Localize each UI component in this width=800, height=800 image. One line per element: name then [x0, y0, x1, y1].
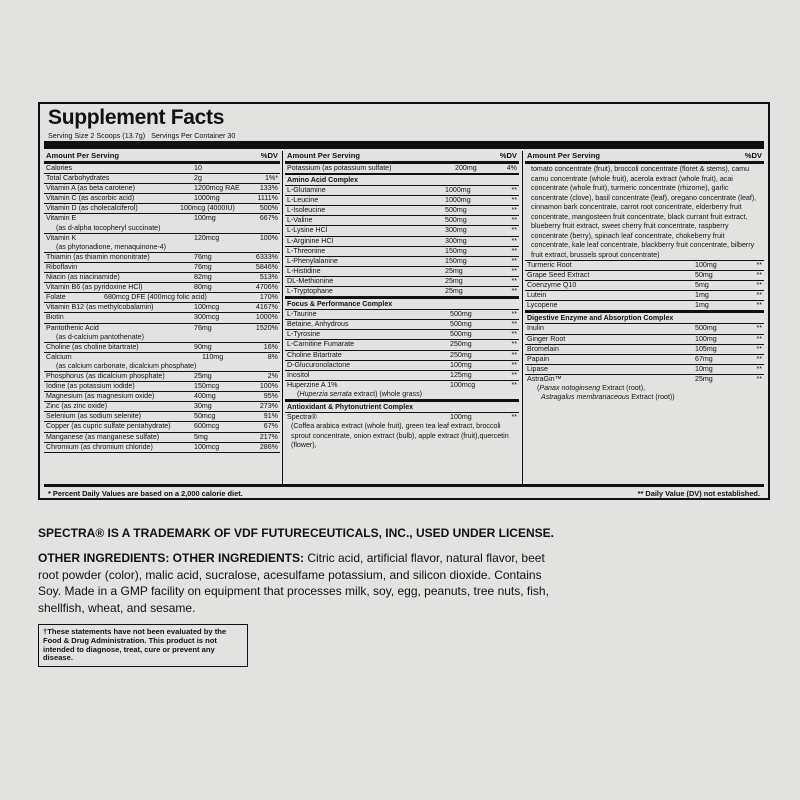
nutrient-name: L-Leucine: [287, 196, 319, 205]
nutrient-dv: **: [511, 287, 517, 296]
nutrient-list: [44, 164, 280, 453]
nutrient-source: (as phytonadione, menaquinone-4): [56, 242, 167, 251]
nutrient-amount: 300mg: [445, 226, 467, 235]
nutrient-amount: 300mg: [445, 236, 467, 245]
nutrient-name: Potassium (as potassium sulfate): [287, 164, 392, 172]
nutrient-amount: 1mg: [695, 301, 709, 310]
column-header: [44, 151, 280, 164]
nutrient-amount: 500mg: [695, 324, 717, 333]
nutrient-dv: **: [756, 364, 762, 373]
nutrient-subline: (Panax notoginseng Extract (root),: [537, 384, 646, 393]
nutrient-dv: 16%: [263, 342, 278, 351]
nutrient-amount: 1200mcg RAE: [194, 184, 240, 193]
serving-info: Serving Size 2 Scoops (13.7g) Servings Per Container 30: [48, 131, 236, 140]
nutrient-amount: 67mg: [695, 354, 713, 363]
nutrient-amount: 10mg: [695, 364, 713, 373]
nutrient-dv: 4%: [506, 164, 517, 172]
column-divider: [522, 151, 523, 487]
nutrient-dv: 217%: [259, 432, 278, 441]
header-dv: %DV: [744, 151, 762, 160]
nutrient-amount: 110mg: [202, 352, 224, 361]
nutrient-row: [44, 263, 280, 273]
nutrient-amount: 200mg: [455, 164, 477, 172]
nutrient-amount: 25mg: [445, 266, 463, 275]
supplement-facts-panel: [38, 102, 770, 500]
nutrient-amount: 5mg: [194, 432, 208, 441]
nutrient-amount: 150mcg: [194, 382, 220, 391]
nutrient-row: [44, 324, 280, 343]
nutrient-amount: 1000mg: [445, 186, 471, 195]
nutrient-row: [285, 310, 519, 320]
nutrient-row: [525, 365, 764, 375]
nutrient-row: [44, 412, 280, 422]
nutrient-dv: **: [511, 186, 517, 195]
nutrient-name: Iodine (as potassium iodide): [46, 382, 135, 391]
nutrient-amount: 50mg: [695, 271, 713, 280]
nutrient-row: [285, 226, 519, 236]
nutrient-name: Biotin: [46, 313, 64, 322]
nutrient-name: Vitamin K: [46, 233, 77, 242]
spectra-continued: tomato concentrate (fruit), broccoli concentrate (floret & stems), camu camu concentrate (whole fruit), acerola extract (whole fruit), acai concentrate (whole fruit), turmeric concentrate (rhizome), garlic concentrate (clove), basil concentrate (leaf), oregano concentrate (leaf), cinnamon bark concentrate, carrot root concentrate, elderberry fruit concentrate, mangosteen fruit concentrate, black currant fruit extract, blueberry fruit extract, sweet cherry fruit concentrate, raspberry concentrate (berry), spinach leaf concentrate, chokeberry fruit concentrate, kale leaf concentrate, blackberry fruit concentrate, bilberry fruit extract, brussels sprout concentrate): [525, 164, 764, 261]
nutrient-name: Copper (as cupric sulfate pentahydrate): [46, 422, 171, 431]
nutrient-amount: 500mg: [445, 216, 467, 225]
nutrient-amount: 100mg: [450, 360, 472, 369]
nutrient-name: Inositol: [287, 370, 310, 379]
nutrient-row: [525, 324, 764, 334]
nutrient-dv: **: [511, 370, 517, 379]
nutrient-row: [525, 355, 764, 365]
nutrient-row: [525, 301, 764, 311]
nutrient-row: [44, 392, 280, 402]
nutrient-name: Thiamin (as thiamin mononitrate): [46, 252, 150, 261]
nutrient-amount: 50mcg: [194, 412, 216, 421]
nutrient-dv: 4706%: [255, 283, 278, 292]
nutrient-dv: **: [511, 276, 517, 285]
nutrient-amount: 90mg: [194, 342, 212, 351]
section-title: Focus & Performance Complex: [285, 297, 519, 310]
nutrient-dv: 667%: [259, 214, 278, 223]
nutrient-name: L-Valine: [287, 216, 313, 225]
nutrient-amount: 76mg: [194, 262, 212, 271]
nutrient-row: [285, 196, 519, 206]
trademark-notice: SPECTRA® IS A TRADEMARK OF VDF FUTURECEUTICALS, INC., USED UNDER LICENSE.: [38, 526, 554, 540]
nutrient-row: [44, 234, 280, 253]
nutrient-name: L-Phenylalanine: [287, 256, 338, 265]
nutrient-dv: 6333%: [255, 252, 278, 261]
nutrient-dv: 2%: [267, 371, 278, 380]
nutrient-amount: 100mcg: [194, 303, 220, 312]
nutrient-name: Zinc (as zinc oxide): [46, 402, 108, 411]
nutrient-name: Folate: [46, 293, 66, 302]
nutrient-dv: **: [511, 350, 517, 359]
nutrient-row: [44, 293, 280, 303]
latin-name: Astragalus membranaceous: [541, 393, 630, 402]
nutrient-name: Manganese (as manganese sulfate): [46, 432, 160, 441]
section-title: Digestive Enzyme and Absorption Complex: [525, 311, 764, 324]
nutrient-dv: **: [511, 216, 517, 225]
nutrient-row: [525, 345, 764, 355]
nutrient-row: [285, 164, 519, 175]
nutrient-amount: 25mg: [445, 287, 463, 296]
nutrient-name: Riboflavin: [46, 262, 78, 271]
nutrient-amount: 1000mg: [445, 196, 471, 205]
nutrient-dv: 500%: [259, 204, 278, 213]
nutrient-row: [285, 413, 519, 422]
nutrient-column-3: [525, 151, 764, 402]
nutrient-amount: 250mg: [450, 340, 472, 349]
nutrient-row: [285, 247, 519, 257]
latin-name: Huperzia serrata: [299, 389, 352, 398]
nutrient-dv: 5846%: [255, 262, 278, 271]
nutrient-row: [44, 184, 280, 194]
nutrient-subline: [285, 390, 519, 400]
nutrient-name: L-Threonine: [287, 246, 326, 255]
ingredients-label: OTHER INGREDIENTS: OTHER INGREDIENTS:: [38, 551, 305, 565]
nutrient-dv: **: [511, 412, 517, 421]
nutrient-row: [525, 335, 764, 345]
nutrient-row: [285, 277, 519, 287]
nutrient-name: Lipase: [527, 364, 548, 373]
nutrient-dv: 8%: [267, 352, 278, 361]
nutrient-name: Phosphorus (as dicalcium phosphate): [46, 371, 165, 380]
nutrient-name: Vitamin C (as ascorbic acid): [46, 194, 135, 203]
nutrient-amount: 500mg: [450, 310, 472, 319]
nutrient-amount: 680mcg DFE (400mcg folic acid): [104, 293, 207, 302]
nutrient-name: L-Tryptophane: [287, 287, 333, 296]
sub-text: Extract (root)): [629, 393, 675, 402]
nutrient-name: L-Arginine HCl: [287, 236, 334, 245]
nutrient-amount: 150mg: [445, 256, 467, 265]
nutrient-amount: 600mcg: [194, 422, 220, 431]
nutrient-row: [285, 186, 519, 196]
nutrient-amount: 25mg: [194, 371, 212, 380]
nutrient-amount: 10: [194, 164, 202, 172]
nutrient-name: Vitamin D (as cholecalciferol): [46, 204, 138, 213]
sub-text: extract) (whole grass): [351, 389, 422, 398]
nutrient-name: L-Lysine HCl: [287, 226, 328, 235]
nutrient-dv: 1%*: [264, 174, 278, 183]
nutrient-dv: **: [511, 380, 517, 389]
nutrient-row: [285, 206, 519, 216]
nutrient-dv: **: [511, 236, 517, 245]
nutrient-amount: 100mcg: [450, 380, 476, 389]
nutrient-row: [285, 351, 519, 361]
nutrient-name: Pantothenic Acid: [46, 323, 99, 332]
nutrient-row: [44, 402, 280, 412]
nutrient-row: [44, 343, 280, 353]
nutrient-row: [285, 267, 519, 277]
nutrient-dv: **: [511, 196, 517, 205]
nutrient-dv: **: [511, 310, 517, 319]
nutrient-amount: 100mg: [695, 261, 717, 269]
nutrient-amount: 100mcg (4000IU): [180, 204, 235, 213]
nutrient-row: [285, 371, 519, 381]
nutrient-name: Vitamin B6 (as pyridoxine HCl): [46, 283, 143, 292]
nutrient-name: Betaine, Anhydrous: [287, 320, 349, 329]
nutrient-name: Lycopene: [527, 301, 558, 310]
nutrient-row: [44, 174, 280, 184]
nutrient-row: [525, 271, 764, 281]
nutrient-name: Coenzyme Q10: [527, 281, 577, 290]
nutrient-name: Calories: [46, 164, 73, 172]
nutrient-dv: **: [511, 266, 517, 275]
nutrient-amount: 500mg: [450, 320, 472, 329]
nutrient-amount: 120mcg: [194, 233, 220, 242]
nutrient-column-1: [44, 151, 280, 453]
nutrient-name: Magnesium (as magnesium oxide): [46, 392, 155, 401]
nutrient-name: Chromium (as chromium chloride): [46, 442, 153, 451]
nutrient-dv: **: [511, 206, 517, 215]
nutrient-name: Spectra®: [287, 412, 317, 421]
nutrient-dv: **: [511, 226, 517, 235]
nutrient-dv: 91%: [263, 412, 278, 421]
nutrient-name: Grape Seed Extract: [527, 271, 590, 280]
nutrient-source: (as calcium carbonate, dicalcium phosphate): [56, 361, 197, 370]
nutrient-amount: 400mg: [194, 392, 216, 401]
amino-list: [285, 186, 519, 297]
nutrient-name: Niacin (as niacinamide): [46, 273, 120, 282]
header-dv: %DV: [260, 151, 278, 160]
nutrient-name: Ginger Root: [527, 334, 566, 343]
nutrient-name: DL-Methionine: [287, 276, 334, 285]
nutrient-name: Papain: [527, 354, 550, 363]
fda-disclaimer: †These statements have not been evaluated by the Food & Drug Administration. This product is not intended to diagnose, treat, cure or prevent any disease.: [38, 624, 248, 667]
digest-list: [525, 324, 764, 374]
nutrient-row: [44, 433, 280, 443]
column-header: [285, 151, 519, 164]
nutrient-dv: **: [756, 281, 762, 290]
nutrient-dv: 4167%: [255, 303, 278, 312]
nutrient-row: [285, 216, 519, 226]
nutrient-name: Vitamin E: [46, 214, 77, 223]
nutrient-row: [285, 320, 519, 330]
latin-name: Panax notoginseng: [539, 384, 601, 393]
nutrient-name: L-Taurine: [287, 310, 317, 319]
nutrient-column-2: [285, 151, 519, 451]
nutrient-name: Huperzine A 1%: [287, 380, 338, 389]
nutrient-amount: 105mg: [695, 344, 717, 353]
nutrient-amount: 2g: [194, 174, 202, 183]
nutrient-dv: **: [756, 344, 762, 353]
nutrient-dv: 100%: [259, 382, 278, 391]
nutrient-name: Choline Bitartrate: [287, 350, 342, 359]
nutrient-dv: 513%: [259, 273, 278, 282]
nutrient-amount: 1mg: [695, 291, 709, 300]
column-divider: [282, 151, 283, 487]
nutrient-row: [44, 313, 280, 323]
nutrient-amount: 76mg: [194, 252, 212, 261]
footnote-not-established: ** Daily Value (DV) not established.: [637, 489, 760, 498]
nutrient-row: [285, 257, 519, 267]
nutrient-name: Vitamin A (as beta carotene): [46, 184, 135, 193]
nutrient-row: [44, 353, 280, 372]
nutrient-dv: **: [756, 261, 762, 269]
title-divider: [44, 141, 764, 149]
nutrient-name: D-Glucuronolactone: [287, 360, 351, 369]
nutrient-amount: 76mg: [194, 323, 212, 332]
footnote-dv: * Percent Daily Values are based on a 2,000 calorie diet.: [48, 489, 243, 498]
nutrient-amount: 1000mg: [194, 194, 220, 203]
nutrient-dv: **: [756, 271, 762, 280]
nutrient-dv: 1520%: [255, 323, 278, 332]
nutrient-row: [44, 194, 280, 204]
nutrient-dv: 1111%: [257, 194, 278, 203]
nutrient-row: [44, 443, 280, 453]
other-ingredients: [38, 550, 558, 616]
nutrient-amount: 5mg: [695, 281, 709, 290]
nutrient-dv: 273%: [259, 402, 278, 411]
nutrient-amount: 500mg: [450, 330, 472, 339]
nutrient-dv: **: [756, 324, 762, 333]
nutrient-row: [44, 164, 280, 174]
nutrient-row: [525, 291, 764, 301]
nutrient-amount: 30mg: [194, 402, 212, 411]
nutrient-dv: **: [756, 354, 762, 363]
nutrient-name: Bromelain: [527, 344, 559, 353]
nutrient-amount: 25mg: [695, 374, 713, 383]
nutrient-dv: **: [511, 320, 517, 329]
nutrient-row: [44, 382, 280, 392]
header-label: Amount Per Serving: [46, 151, 119, 160]
nutrient-name: Turmeric Root: [527, 261, 572, 269]
nutrient-name: L-Histidine: [287, 266, 321, 275]
nutrient-amount: 82mg: [194, 273, 212, 282]
nutrient-name: Lutein: [527, 291, 547, 300]
nutrient-amount: 80mg: [194, 283, 212, 292]
nutrient-name: Total Carbohydrates: [46, 174, 110, 183]
nutrient-row: [285, 237, 519, 247]
nutrient-dv: **: [511, 340, 517, 349]
spectra-description: (Coffea arabica extract (whole fruit), green tea leaf extract, broccoli sprout concentrate, onion extract (bulb), apple extract (fruit),quercetin (flower),: [291, 422, 509, 450]
nutrient-amount: 100mg: [695, 334, 717, 343]
nutrient-dv: **: [756, 374, 762, 383]
nutrient-row: [525, 281, 764, 291]
nutrient-row: [44, 303, 280, 313]
paren: (: [297, 389, 300, 398]
footer-divider: [44, 484, 764, 487]
section-title: Amino Acid Complex: [285, 175, 519, 186]
nutrient-row: [285, 340, 519, 350]
section-title: Antioxidant & Phytonutrient Complex: [285, 400, 519, 413]
nutrient-row: [285, 287, 519, 297]
nutrient-amount: 500mg: [445, 206, 467, 215]
nutrient-amount: 25mg: [445, 276, 463, 285]
nutrient-dv: **: [511, 246, 517, 255]
nutrient-row: [44, 372, 280, 382]
column-header: [525, 151, 764, 164]
nutrient-dv: 286%: [259, 442, 278, 451]
nutrient-dv: 67%: [263, 422, 278, 431]
nutrient-dv: 95%: [263, 392, 278, 401]
nutrient-row: [525, 261, 764, 271]
nutrient-dv: **: [511, 256, 517, 265]
nutrient-list: [525, 261, 764, 311]
nutrient-dv: **: [756, 291, 762, 300]
nutrient-subline: [525, 393, 764, 402]
nutrient-amount: 100mg: [450, 412, 472, 421]
nutrient-dv: **: [511, 330, 517, 339]
nutrient-row: [525, 375, 764, 384]
nutrient-row: [285, 361, 519, 371]
nutrient-row: [44, 214, 280, 233]
sub-text: Extract (root),: [600, 384, 646, 393]
nutrient-name: L-Isoleucine: [287, 206, 326, 215]
nutrient-row: [44, 273, 280, 283]
nutrient-amount: 300mcg: [194, 313, 220, 322]
nutrient-amount: 150mg: [445, 246, 467, 255]
nutrient-row: [44, 283, 280, 293]
nutrient-name: AstraGin™: [527, 374, 562, 383]
nutrient-dv: 100%: [259, 233, 278, 242]
focus-list: [285, 310, 519, 381]
nutrient-row: [44, 422, 280, 432]
nutrient-name: L-Tyrosine: [287, 330, 321, 339]
nutrient-dv: **: [756, 334, 762, 343]
header-dv: %DV: [499, 151, 517, 160]
nutrient-name: L-Glutamine: [287, 186, 326, 195]
nutrient-source: (as d-alpha tocopheryl succinate): [56, 223, 161, 232]
nutrient-dv: 170%: [259, 293, 278, 302]
header-label: Amount Per Serving: [527, 151, 600, 160]
nutrient-amount: 125mg: [450, 370, 472, 379]
nutrient-amount: 100mg: [194, 214, 216, 223]
nutrient-dv: 133%: [259, 184, 278, 193]
nutrient-amount: 250mg: [450, 350, 472, 359]
nutrient-dv: **: [511, 360, 517, 369]
nutrient-row: [285, 381, 519, 390]
nutrient-row: [44, 204, 280, 214]
nutrient-source: (as d-calcium pantothenate): [56, 332, 144, 341]
nutrient-name: Choline (as choline bitartrate): [46, 342, 139, 351]
nutrient-row: [44, 253, 280, 263]
nutrient-name: Inulin: [527, 324, 544, 333]
panel-title: Supplement Facts: [48, 106, 225, 129]
nutrient-row: [285, 330, 519, 340]
nutrient-amount: 100mcg: [194, 442, 220, 451]
nutrient-dv: **: [756, 301, 762, 310]
ingredients-text: Citric acid, artificial flavor, natural flavor, beet root powder (color), malic acid, sucralose, acesulfame potassium, and silicon dioxide. Contains Soy. Made in a GMP facility on equipment that processes milk, soy, egg, peanuts, tree nuts, fish, shellfish, wheat, and sesame.: [38, 551, 549, 615]
nutrient-name: L-Carnitine Fumarate: [287, 340, 355, 349]
nutrient-name: Vitamin B12 (as methylcobalamin): [46, 303, 154, 312]
nutrient-name: Selenium (as sodium selenite): [46, 412, 142, 421]
header-label: Amount Per Serving: [287, 151, 360, 160]
nutrient-dv: 1000%: [255, 313, 278, 322]
nutrient-name: Calcium: [46, 352, 72, 361]
